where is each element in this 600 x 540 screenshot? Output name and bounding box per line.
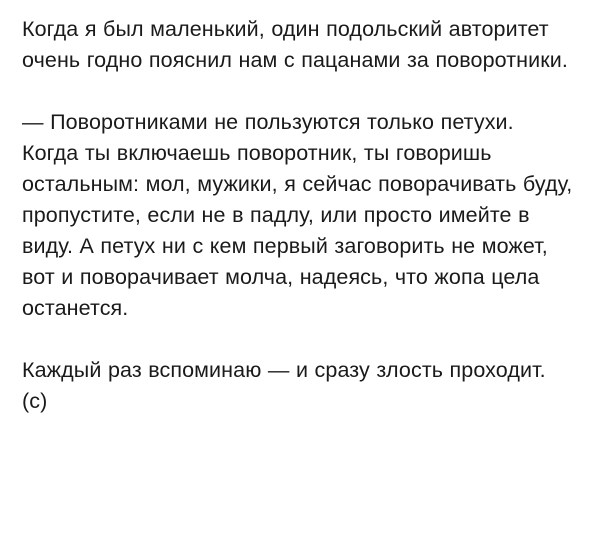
paragraph-intro: Когда я был маленький, один подольский авторитет очень годно пояснил нам с пацанами за поворотники.	[22, 17, 568, 72]
paragraph-quote: — Поворотниками не пользуются только петухи. Когда ты включаешь поворотник, ты говоришь остальным: мол, мужики, я сейчас поворачивать буду, пропустите, если не в падлу, или просто имейте в виду. А петух ни с кем первый заговорить не может, вот и поворачивает молча, надеясь, что жопа цела останется.	[22, 110, 579, 320]
paragraph-conclusion: Каждый раз вспоминаю — и сразу злость проходит. (с)	[22, 358, 553, 413]
